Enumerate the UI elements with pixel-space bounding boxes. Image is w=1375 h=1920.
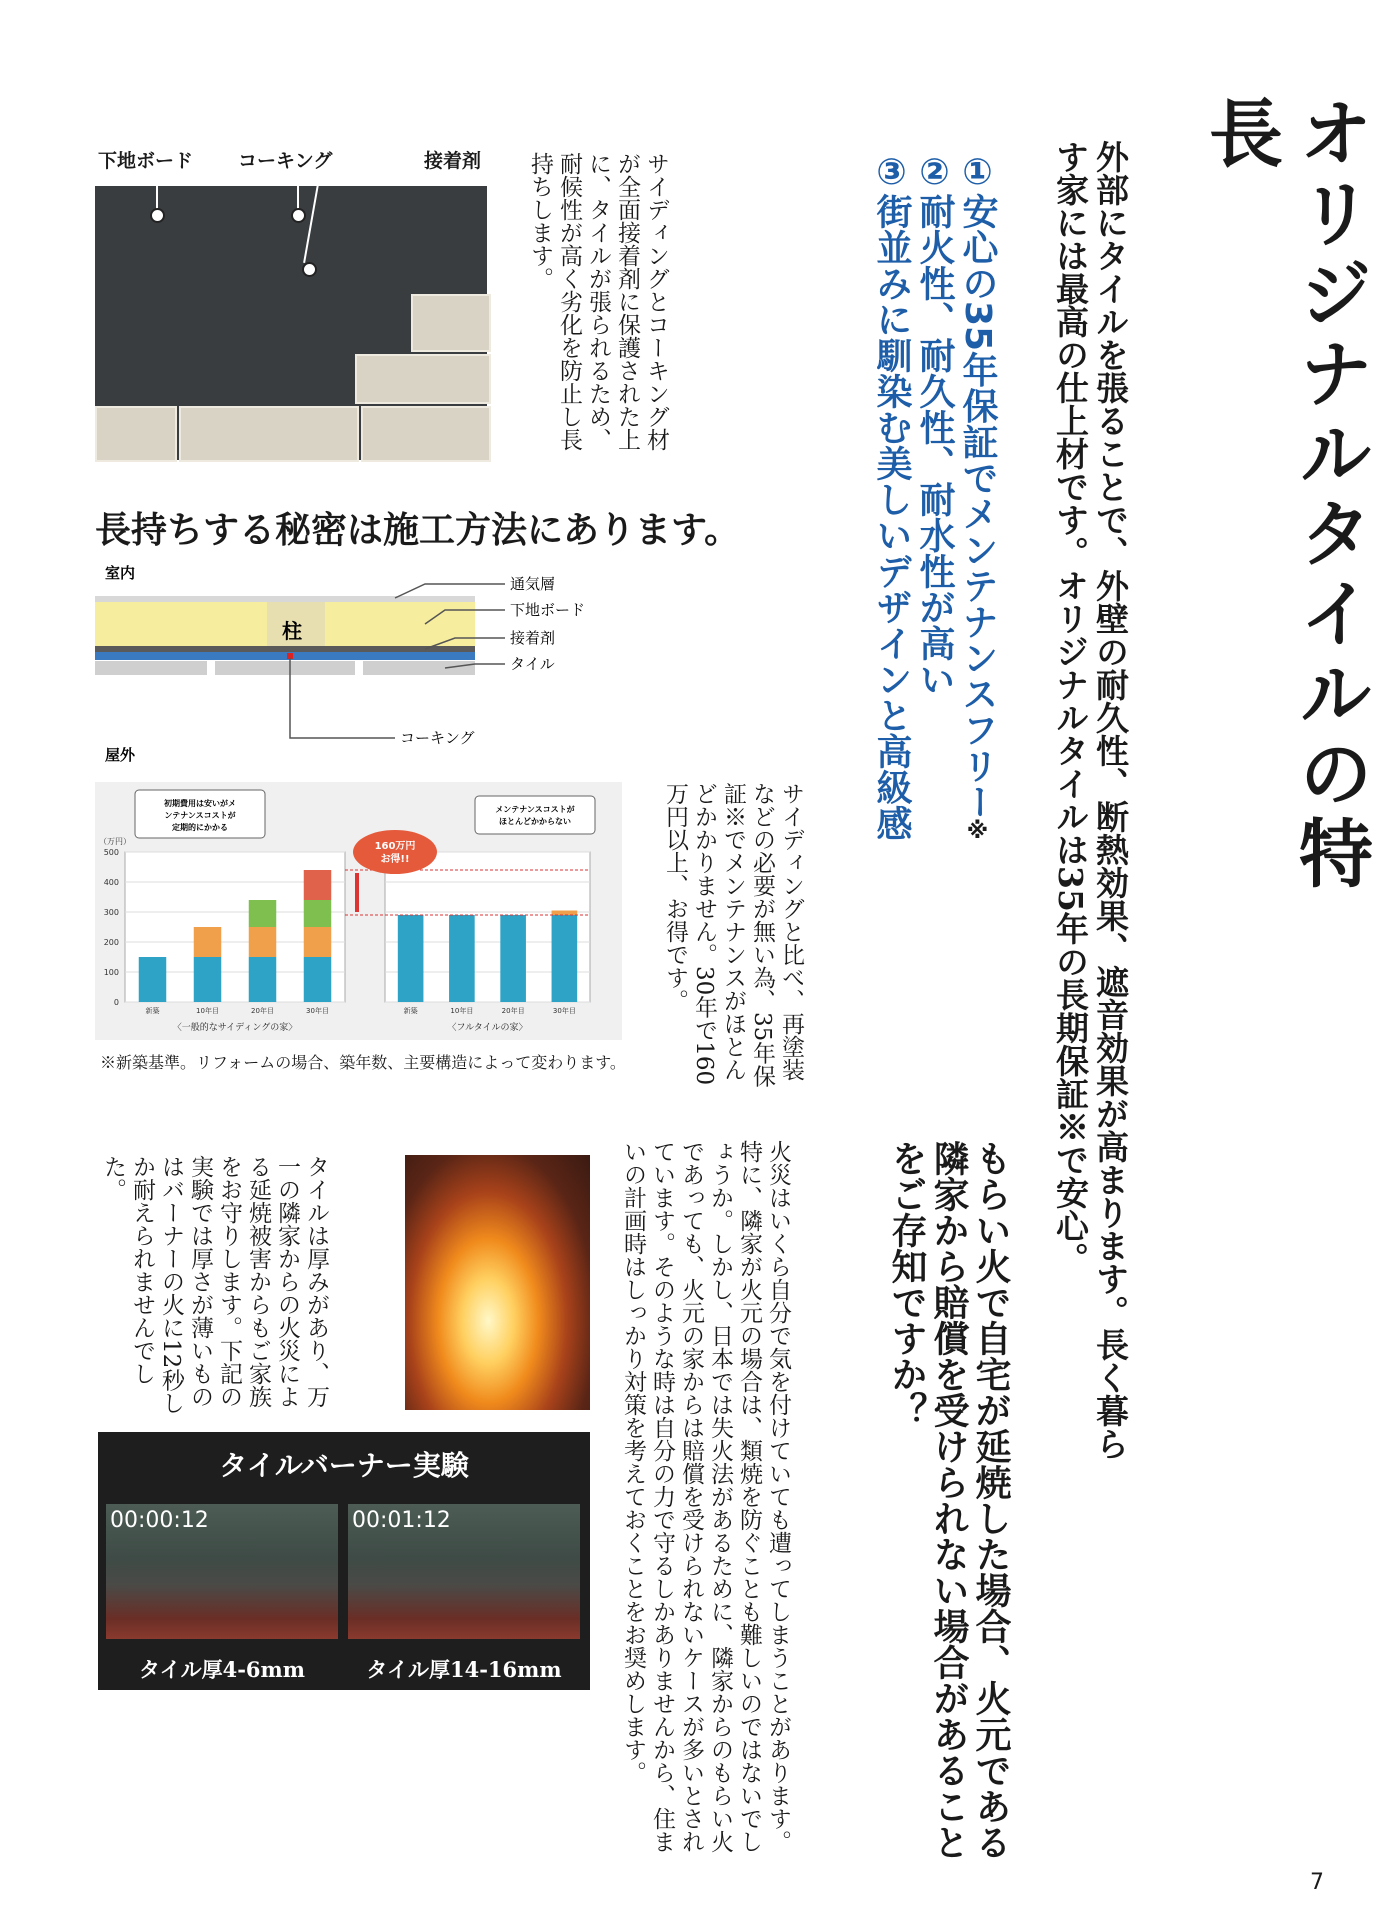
fire-photo [405, 1155, 590, 1410]
diagram-adhesive [95, 646, 475, 652]
group-label: 〈一般的なサイディングの家〉 [172, 1023, 298, 1033]
note: ※新築基準。リフォームの場合、築年数、主要構造によって変わります。 [100, 1053, 626, 1072]
lead-text: 外部にタイルを張ることで、外壁の耐久性、断熱効果、遮音効果が高まります。長く暮らす家には最高の仕上材です。オリジナルタイルは35年の長期保証※で安心。 [1051, 140, 1130, 1460]
callout-box-2 [475, 796, 595, 834]
feature-3: ③街並みに馴染む美しいデザインと高級感 [871, 152, 912, 841]
diagram-blue-layer [95, 652, 475, 660]
maintenance-text: サイディングと比べ、再塗装などの必要が無い為、35年保証※でメンテナンスがほとんどかかりません。30年で160万円以上、お得です。 [662, 782, 804, 1088]
diagram-label-caulking: コーキング [400, 729, 475, 747]
diagram-label-adhesive: 接着剤 [510, 629, 556, 647]
bar-segment [304, 870, 332, 900]
x-tick-label: 10年目 [196, 1007, 219, 1015]
callout-1-line-3: 定期的にかかる [172, 823, 228, 832]
bar-segment [304, 900, 332, 927]
label-adhesive: 接着剤 [424, 150, 482, 172]
x-tick-label: 10年目 [450, 1007, 474, 1015]
bar-segment [194, 927, 222, 957]
bar-segment [552, 915, 578, 1002]
siding-photo [95, 186, 487, 460]
diagram-label-air: 通気層 [510, 575, 556, 593]
bar-segment [249, 900, 277, 927]
bar-segment [249, 927, 277, 957]
leader-air [395, 584, 505, 598]
bar-segment [552, 911, 578, 916]
diagram-tile-1 [95, 661, 207, 675]
diagram-outside: 屋外 [105, 746, 136, 764]
bar-segment [304, 957, 332, 1002]
x-tick-label: 30年目 [552, 1007, 576, 1015]
y-tick-label: 300 [103, 908, 119, 917]
feature-1: ①安心の35年保証でメンテナンスフリー※ [957, 152, 998, 845]
burner-photo-1 [106, 1504, 338, 1639]
bar-segment [500, 915, 526, 1002]
callout-2-line-2: ほとんどかからない [499, 817, 571, 826]
x-tick-label: 新築 [403, 1007, 418, 1015]
page-title: オリジナルタイルの特長 [1197, 95, 1373, 895]
callout-1-line-1: 初期費用は安いがメ [164, 799, 236, 808]
x-tick-label: 30年目 [306, 1007, 329, 1015]
burner-caption-1: タイル厚4-6mm [139, 1657, 305, 1682]
cost-chart [95, 782, 622, 1040]
secret-title: 長持ちする秘密は施工方法にあります。 [95, 510, 741, 551]
construction-diagram [95, 560, 615, 765]
diagram-label-board: 下地ボード [510, 601, 586, 619]
x-tick-label: 20年目 [251, 1007, 274, 1015]
y-tick-label: 100 [103, 968, 119, 977]
bar-segment [304, 927, 332, 957]
bar-segment [194, 957, 222, 1002]
burner-title: タイルバーナー実験 [219, 1449, 469, 1482]
callout-2-line-1: メンテナンスコストが [495, 805, 575, 814]
badge-line-2: お得!! [380, 854, 410, 865]
bar-segment [139, 957, 167, 1002]
burner-photo-2 [348, 1504, 580, 1639]
fire-text: 火災はいくら自分で気を付けていても遭ってしまうことがあります。特に、隣家が火元の場合は、類焼を防ぐことも難しいのではないでしょうか。しかし、日本では失火法があるために、隣家からのもらい火であっても、火元の家からは賠償を受けられないケースが多いとされています。そのような時は自分の力で守るしかありませんから、住まいの計画時はしっかり対策を考えておくことをお奨めします。 [620, 1140, 791, 1853]
y-tick-label: 400 [103, 878, 119, 887]
callout-1-line-2: ンテナンスコストが [164, 811, 236, 820]
badge-line-1: 160万円 [374, 841, 416, 852]
diagram-label-tile: タイル [510, 655, 555, 673]
x-tick-label: 新築 [145, 1007, 160, 1015]
diagram-tile-2 [215, 661, 355, 675]
burner-experiment [98, 1432, 590, 1690]
y-tick-label: 500 [103, 848, 119, 857]
fire-headline: もらい火で自宅が延焼した場合、火元である隣家から賠償を受けられない場合があることをご存知ですか？ [886, 1140, 1011, 1860]
burner-caption-2: タイル厚14-16mm [366, 1657, 562, 1682]
feature-2: ②耐火性、耐久性、耐水性が高い [914, 152, 955, 697]
bar-segment [449, 915, 475, 1002]
y-tick-label: 0 [113, 998, 119, 1007]
bar-segment [398, 915, 424, 1002]
tile-text: タイルは厚みがあり、万一の隣家からの火災による延焼被害からもご家族をお守りします。下記の実験では厚さが薄いものはバーナーの火に12秒しか耐えられませんでした。 [100, 1155, 329, 1415]
x-tick-label: 20年目 [501, 1007, 525, 1015]
y-tick-label: 200 [103, 938, 119, 947]
label-caulking: コーキング [238, 150, 333, 172]
cost-chart-svg [95, 782, 622, 1040]
feature-list [870, 152, 999, 952]
bar-segment [249, 957, 277, 1002]
page-number: 7 [1310, 1870, 1324, 1895]
diagram-inside: 室内 [105, 564, 136, 582]
label-board: 下地ボード [98, 150, 194, 172]
siding-caption: サイディングとコーキング材が全面接着剤に保護された上に、タイルが張られるため、耐候性が高く劣化を防止し長持ちします。 [527, 152, 669, 451]
diagram-pillar-label: 柱 [282, 619, 302, 643]
burner-time-2: 00:01:12 [352, 1508, 451, 1533]
diagram-tile-3 [363, 661, 475, 675]
chart-unit-label: （万円） [99, 837, 131, 846]
diagram-air-layer [95, 596, 475, 602]
burner-time-1: 00:00:12 [110, 1508, 209, 1533]
badge [353, 830, 437, 874]
group-label: 〈フルタイルの家〉 [447, 1023, 528, 1033]
